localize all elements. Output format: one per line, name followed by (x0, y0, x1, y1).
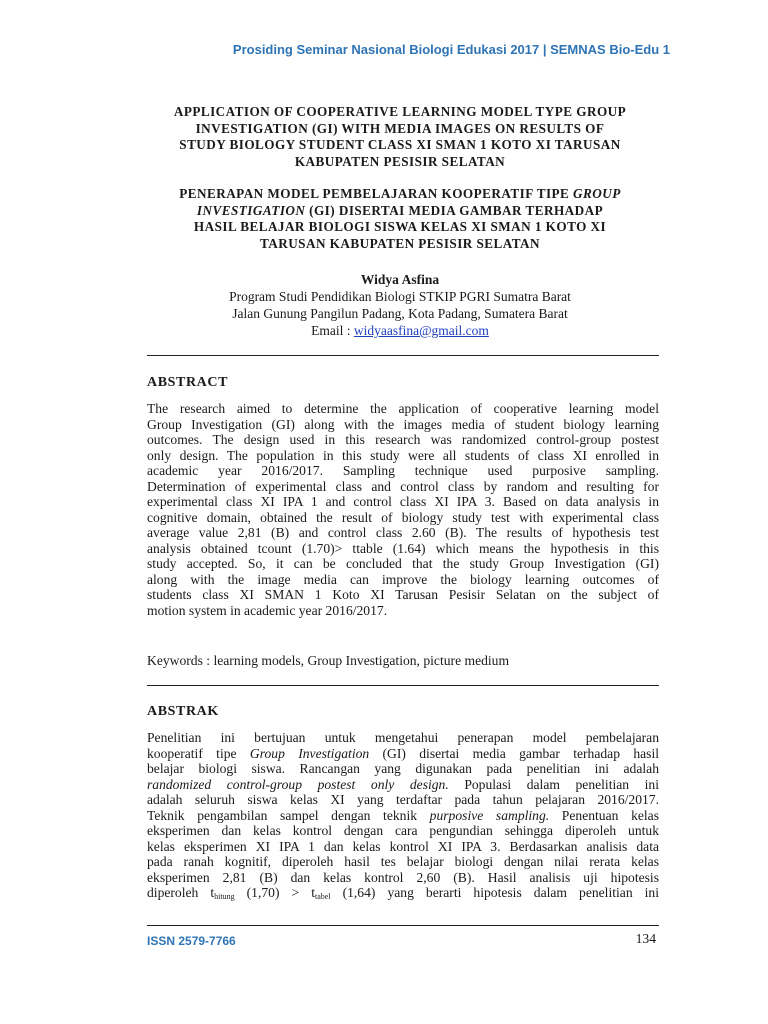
abstract-line: experimental class XI IPA 1 and control class XI IPA 3. Based on data analysis in (147, 494, 659, 509)
title-text: (GI) DISERTAI MEDIA GAMBAR TERHADAP (305, 202, 604, 218)
text-run: (1,70) > t (234, 885, 315, 900)
text-run: (GI) disertai media gambar terhadap hasil (369, 745, 659, 761)
issn-label: ISSN 2579-7766 (147, 934, 236, 948)
abstract-line: only design. The population in this study were all students of class XI enrolled in (147, 447, 659, 463)
title-line: KABUPATEN PESISIR SELATAN (294, 153, 506, 169)
abstrak-line: belajar biologi siswa. Rancangan yang digunakan pada penelitian ini adalah (147, 761, 659, 776)
italic-run: Group Investigation (249, 745, 370, 761)
title-line: STUDY BIOLOGY STUDENT CLASS XI SMAN 1 KOTO XI TARUSAN (179, 137, 621, 152)
english-title (140, 104, 660, 170)
proceedings-header: Prosiding Seminar Nasional Biologi Edukasi 2017 | SEMNAS Bio-Edu 1 (232, 42, 670, 57)
abstract-line: Determination of experimental class and control class by random and resulting for (147, 478, 659, 494)
abstract-line: motion system in academic year 2016/2017. (147, 602, 388, 618)
abstract-line: The research aimed to determine the application of cooperative learning model (147, 401, 659, 416)
title-line: HASIL BELAJAR BIOLOGI SISWA KELAS XI SMAN 1 KOTO XI (193, 219, 607, 234)
title-line: INVESTIGATION (GI) WITH MEDIA IMAGES ON RESULTS OF (195, 120, 605, 136)
title-line (140, 203, 660, 220)
abstract-line: outcomes. The design used in this research was randomized control-group postest (147, 432, 659, 447)
page-number: 134 (635, 931, 656, 946)
title-line (140, 186, 660, 203)
keywords: Keywords : learning models, Group Investigation, picture medium (147, 653, 510, 668)
title-text: PENERAPAN MODEL PEMBELAJARAN KOOPERATIF TIPE (179, 186, 574, 201)
abstrak-line: pada ranah kognitif, diperoleh hasil tes belajar biologi dengan nilai rerata kelas (147, 854, 659, 869)
abstract-heading: ABSTRACT (147, 375, 229, 390)
abstract-line: cognitive domain, obtained the result of biology study test with experimental class (147, 509, 659, 525)
indonesian-title (140, 186, 660, 252)
abstrak-text (147, 730, 659, 901)
subscript-run: tabel (315, 892, 331, 901)
divider (147, 355, 659, 356)
email-link[interactable]: widyaasfina@gmail.com (353, 323, 489, 338)
footer-divider (147, 925, 659, 926)
abstract-text (147, 401, 659, 618)
text-run: kooperatif tipe (147, 745, 250, 761)
abstract-line: academic year 2016/2017. Sampling technique used purposive sampling. (147, 463, 659, 478)
title-line: APPLICATION OF COOPERATIVE LEARNING MODEL TYPE GROUP (173, 104, 627, 119)
author-name: Widya Asfina (360, 272, 440, 287)
abstrak-line: eksperimen 2,81 (B) dan kelas kontrol 2,60 (B). Hasil analisis uji hipotesis (147, 869, 659, 885)
author-block (140, 271, 660, 339)
abstrak-line: adalah seluruh siswa kelas XI yang terdaftar pada tahun pelajaran 2016/2017. (147, 792, 659, 807)
title-italic-text: INVESTIGATION (196, 202, 306, 218)
abstrak-line (147, 746, 659, 762)
text-run: Populasi dalam penelitian ini (448, 776, 659, 792)
title-italic-text: GROUP (573, 186, 621, 201)
abstract-line: students class XI SMAN 1 Koto XI Tarusan Pesisir Selatan on the subject of (147, 587, 659, 602)
title-line: TARUSAN KABUPATEN PESISIR SELATAN (260, 235, 540, 251)
italic-run: randomized control-group postest only design. (147, 776, 449, 792)
abstrak-line (147, 777, 659, 793)
abstrak-line: kelas eksperimen XI IPA 1 dan kelas kontrol XI IPA 3. Berdasarkan analisis data (147, 838, 659, 854)
text-run: Teknik pengambilan sampel dengan teknik (147, 807, 430, 823)
author-affiliation: Program Studi Pendidikan Biologi STKIP PGRI Sumatra Barat (229, 289, 571, 304)
abstrak-line (147, 808, 659, 824)
author-email-line (140, 322, 660, 339)
text-run: (1,64) yang berarti hipotesis dalam penelitian ini (330, 885, 660, 900)
author-address: Jalan Gunung Pangilun Padang, Kota Padang, Sumatera Barat (232, 306, 568, 321)
divider (147, 685, 659, 686)
email-label: Email : (311, 323, 354, 338)
subscript-run: hitung (214, 892, 235, 901)
abstrak-line (147, 885, 659, 901)
title-block (140, 104, 660, 252)
abstract-line: along with the image media can improve the biology learning outcomes of (147, 571, 659, 587)
text-run: Penentuan kelas (549, 807, 659, 823)
abstract-line: analysis obtained tcount (1.70)> ttable (1.64) which means the hypothesis in this (147, 540, 659, 556)
abstract-line: study accepted. So, it can be concluded that the study Group Investigation (GI) (147, 556, 659, 571)
abstrak-heading: ABSTRAK (147, 704, 219, 719)
italic-run: purposive sampling. (429, 807, 550, 823)
text-run: diperoleh t (147, 885, 215, 900)
abstrak-line: eksperimen dan kelas kontrol dengan cara pengundian sehingga diperoleh untuk (147, 823, 659, 838)
abstrak-line: Penelitian ini bertujuan untuk mengetahui penerapan model pembelajaran (147, 730, 659, 745)
abstract-line: average value 2,81 (B) and control class 2.60 (B). The results of hypothesis test (147, 525, 659, 540)
abstract-line: Group Investigation (GI) along with the images media of student biology learning (147, 416, 659, 432)
